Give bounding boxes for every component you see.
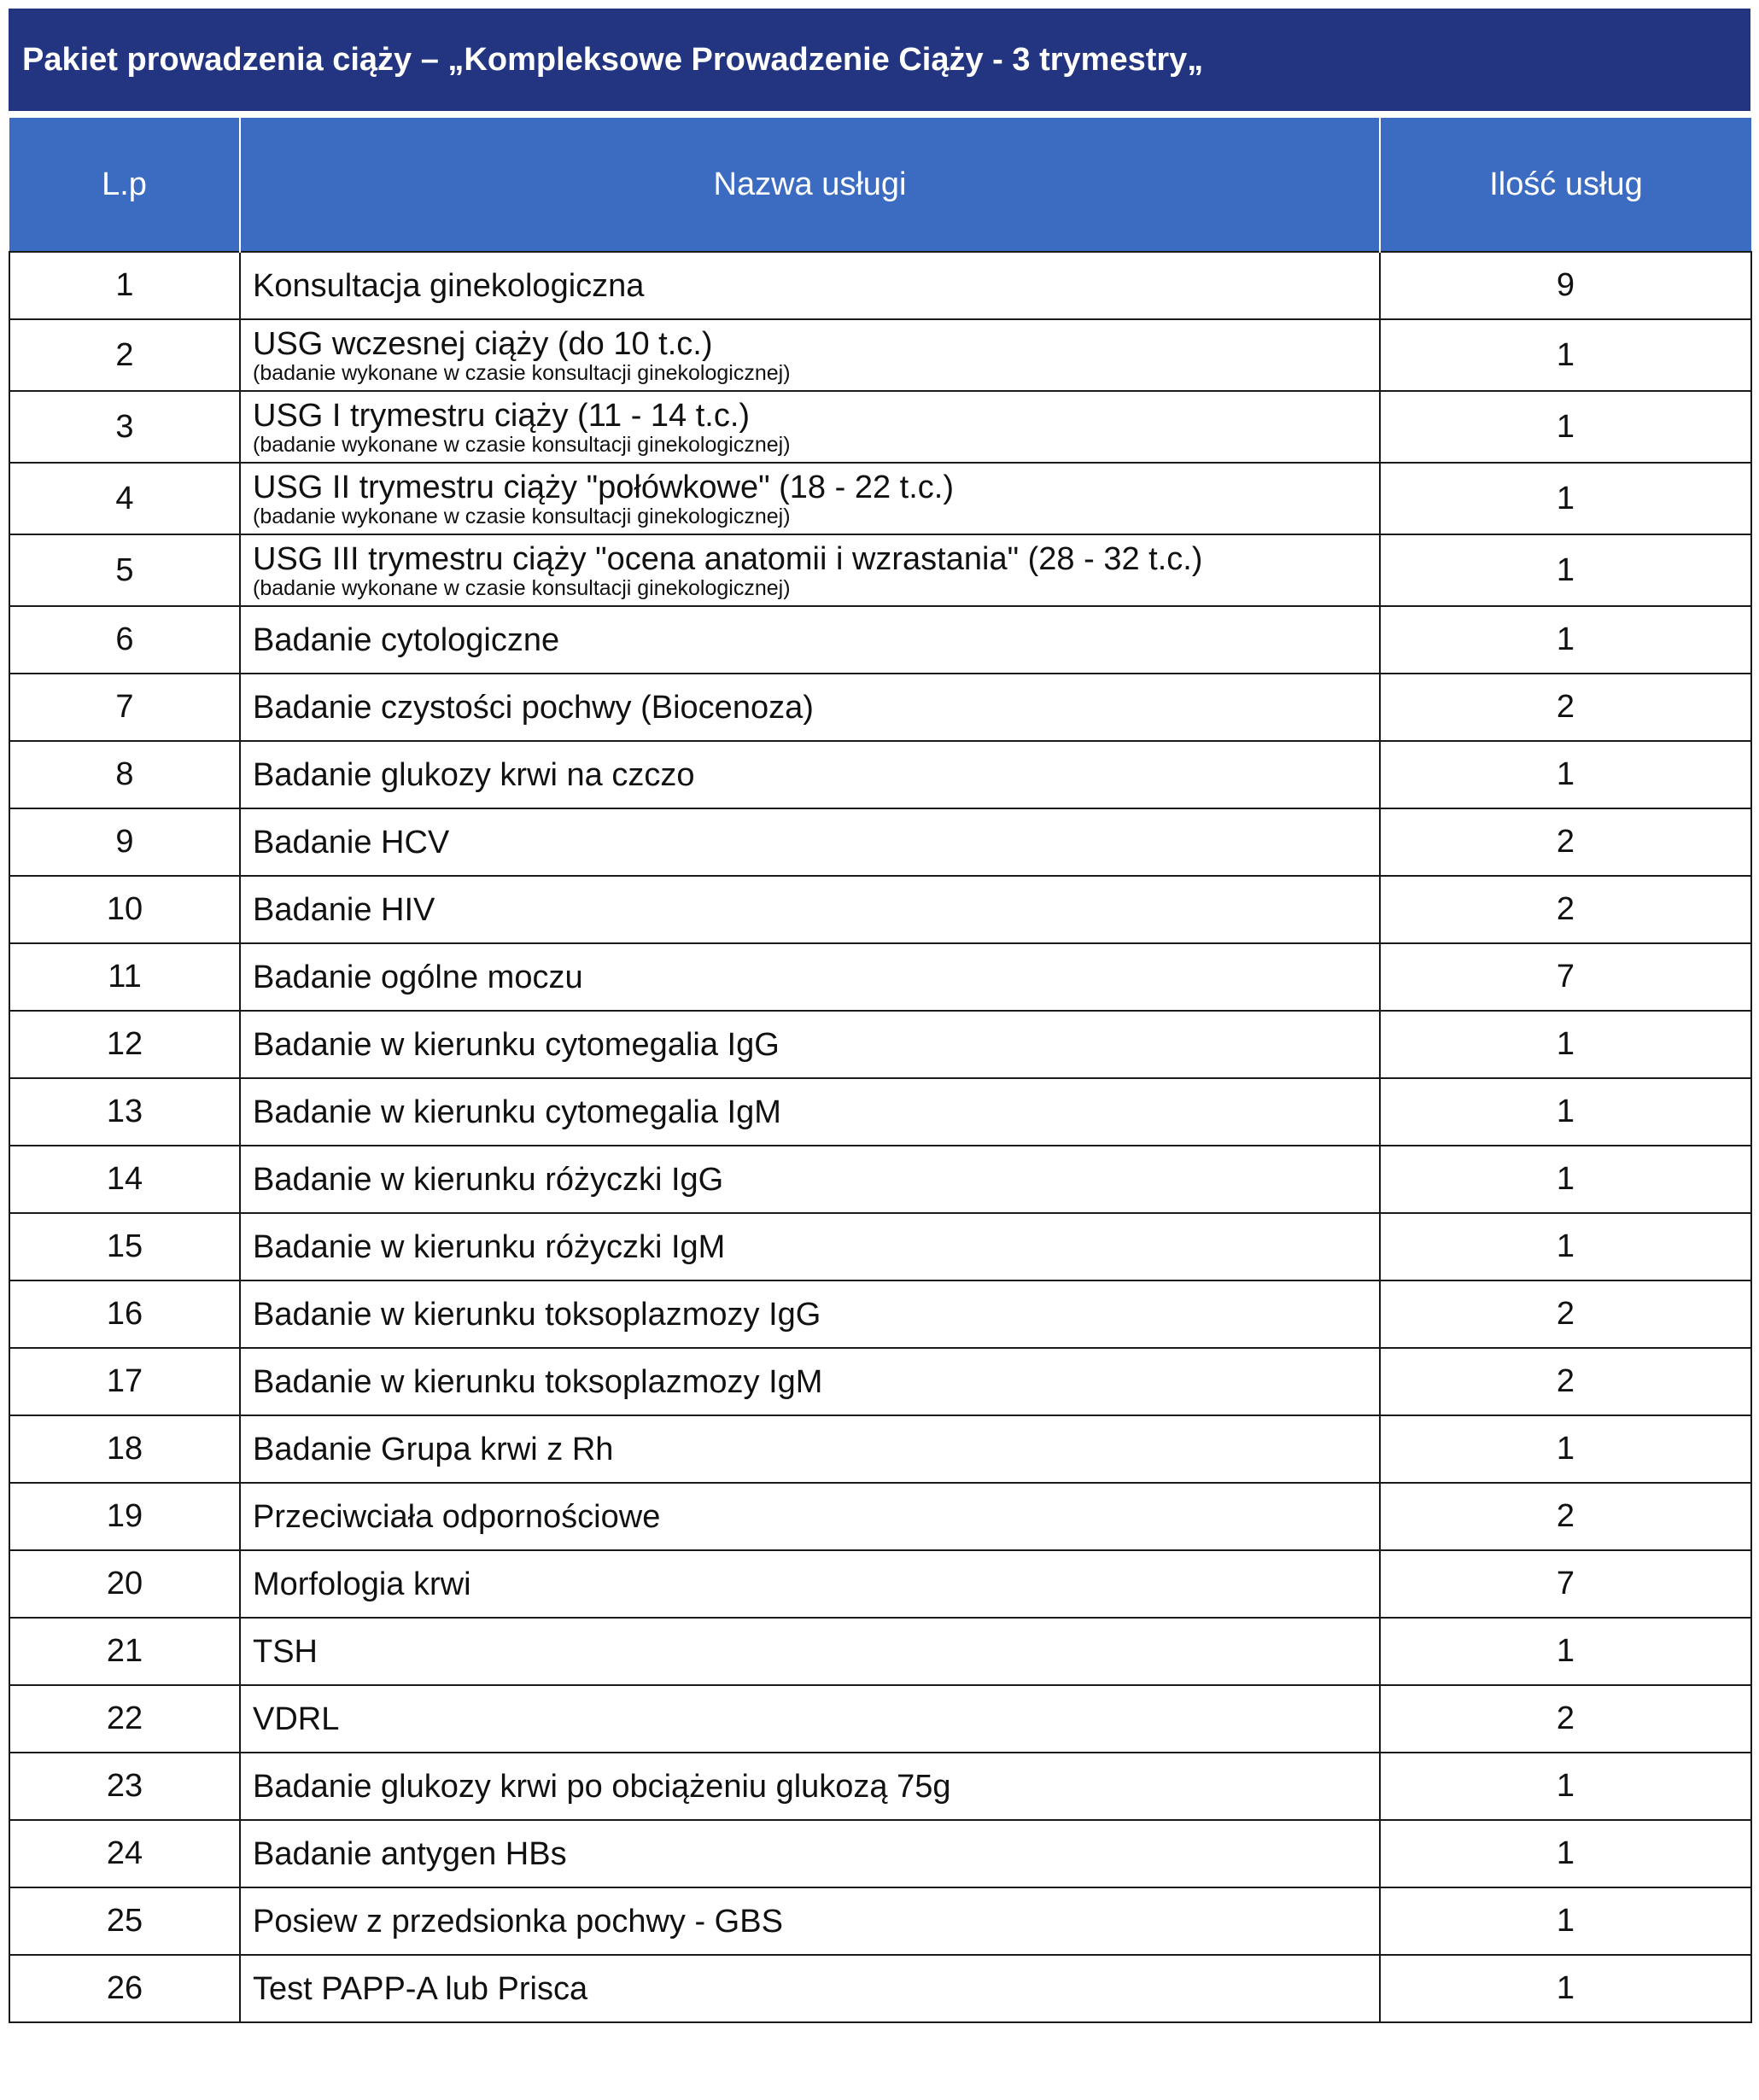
service-quantity: 9: [1380, 252, 1751, 319]
table-row: [9, 674, 1751, 741]
row-number: 26: [9, 1955, 240, 2022]
service-quantity: 1: [1380, 606, 1751, 674]
service-name-cell: [240, 741, 1380, 808]
service-name-cell: [240, 1753, 1380, 1820]
service-quantity: 1: [1380, 391, 1751, 463]
row-number: 15: [9, 1213, 240, 1280]
row-number: 12: [9, 1011, 240, 1078]
table-row: [9, 1280, 1751, 1348]
service-name: Przeciwciała odpornościowe: [253, 1498, 661, 1535]
service-name-cell: [240, 1415, 1380, 1483]
service-name: Badanie w kierunku różyczki IgM: [253, 1228, 726, 1265]
service-name-cell: [240, 1280, 1380, 1348]
table-row: [9, 741, 1751, 808]
table-row: [9, 1483, 1751, 1550]
service-quantity: 1: [1380, 1618, 1751, 1685]
service-name: USG III trymestru ciąży "ocena anatomii i wzrastania" (28 - 32 t.c.): [253, 541, 1203, 577]
service-name-cell: [240, 808, 1380, 876]
service-quantity: 1: [1380, 1011, 1751, 1078]
row-number: 11: [9, 943, 240, 1011]
service-name-cell: [240, 674, 1380, 741]
row-number: 22: [9, 1685, 240, 1753]
service-quantity: 2: [1380, 1483, 1751, 1550]
service-name: Badanie antygen HBs: [253, 1835, 567, 1872]
service-name-cell: [240, 252, 1380, 319]
service-quantity: 2: [1380, 1280, 1751, 1348]
service-name: Morfologia krwi: [253, 1566, 471, 1602]
service-name: Badanie w kierunku cytomegalia IgG: [253, 1026, 780, 1063]
row-number: 23: [9, 1753, 240, 1820]
table-row: [9, 463, 1751, 534]
service-quantity: 2: [1380, 1685, 1751, 1753]
table-row: [9, 1146, 1751, 1213]
service-note: (badanie wykonane w czasie konsultacji ginekologicznej): [253, 433, 791, 457]
row-number: 20: [9, 1550, 240, 1618]
service-name: Posiew z przedsionka pochwy - GBS: [253, 1903, 783, 1940]
service-quantity: 1: [1380, 319, 1751, 391]
service-name: Badanie glukozy krwi po obciążeniu glukozą 75g: [253, 1768, 951, 1805]
service-name-cell: [240, 391, 1380, 463]
service-name: Badanie Grupa krwi z Rh: [253, 1431, 614, 1467]
service-name: Badanie w kierunku toksoplazmozy IgG: [253, 1296, 821, 1333]
service-quantity: 2: [1380, 674, 1751, 741]
header-quantity: Ilość usług: [1380, 118, 1751, 252]
service-quantity: 2: [1380, 1348, 1751, 1415]
package-title: Pakiet prowadzenia ciąży – „Kompleksowe Prowadzenie Ciąży - 3 trymestry„: [9, 9, 1750, 111]
row-number: 2: [9, 319, 240, 391]
service-name: Badanie cytologiczne: [253, 621, 560, 658]
service-quantity: 1: [1380, 1753, 1751, 1820]
service-name-cell: [240, 1955, 1380, 2022]
row-number: 14: [9, 1146, 240, 1213]
service-name-cell: [240, 319, 1380, 391]
table-row: [9, 1011, 1751, 1078]
service-name-cell: [240, 876, 1380, 943]
row-number: 8: [9, 741, 240, 808]
row-number: 6: [9, 606, 240, 674]
service-name: Badanie w kierunku różyczki IgG: [253, 1161, 724, 1198]
table-header-row: [9, 118, 1751, 252]
header-lp: L.p: [9, 118, 240, 252]
table-row: [9, 1955, 1751, 2022]
service-name-cell: [240, 1146, 1380, 1213]
table-row: [9, 1685, 1751, 1753]
table-row: [9, 534, 1751, 606]
service-name-cell: [240, 463, 1380, 534]
service-name: Badanie HIV: [253, 891, 435, 928]
service-quantity: 1: [1380, 534, 1751, 606]
row-number: 19: [9, 1483, 240, 1550]
table-body: [9, 252, 1751, 2022]
service-name: USG II trymestru ciąży "połówkowe" (18 - 22 t.c.): [253, 470, 954, 505]
service-name: Badanie czystości pochwy (Biocenoza): [253, 689, 814, 726]
service-name-cell: [240, 1820, 1380, 1887]
table-row: [9, 319, 1751, 391]
table-row: [9, 1348, 1751, 1415]
service-name: USG wczesnej ciąży (do 10 t.c.): [253, 326, 713, 362]
row-number: 25: [9, 1887, 240, 1955]
service-quantity: 1: [1380, 1955, 1751, 2022]
row-number: 5: [9, 534, 240, 606]
header-service-name: Nazwa usługi: [240, 118, 1380, 252]
table-row: [9, 1078, 1751, 1146]
row-number: 24: [9, 1820, 240, 1887]
service-name: Badanie w kierunku toksoplazmozy IgM: [253, 1363, 823, 1400]
row-number: 7: [9, 674, 240, 741]
service-name-cell: [240, 1618, 1380, 1685]
service-quantity: 1: [1380, 1887, 1751, 1955]
table-row: [9, 1213, 1751, 1280]
row-number: 13: [9, 1078, 240, 1146]
row-number: 18: [9, 1415, 240, 1483]
service-name: TSH: [253, 1633, 318, 1670]
service-name: Badanie ogólne moczu: [253, 959, 583, 995]
service-quantity: 1: [1380, 1146, 1751, 1213]
package-document: [9, 9, 1750, 2023]
service-quantity: 2: [1380, 808, 1751, 876]
table-row: [9, 943, 1751, 1011]
service-name-cell: [240, 1887, 1380, 1955]
services-table: [9, 118, 1752, 2023]
service-name-cell: [240, 1078, 1380, 1146]
table-row: [9, 1820, 1751, 1887]
table-row: [9, 1753, 1751, 1820]
service-name-cell: [240, 1011, 1380, 1078]
service-quantity: 1: [1380, 1078, 1751, 1146]
service-name: Badanie glukozy krwi na czczo: [253, 756, 695, 793]
service-name: Test PAPP-A lub Prisca: [253, 1970, 588, 2007]
service-name-cell: [240, 606, 1380, 674]
service-quantity: 2: [1380, 876, 1751, 943]
table-row: [9, 1550, 1751, 1618]
table-row: [9, 1887, 1751, 1955]
service-note: (badanie wykonane w czasie konsultacji ginekologicznej): [253, 361, 791, 385]
service-quantity: 1: [1380, 1820, 1751, 1887]
row-number: 10: [9, 876, 240, 943]
service-name-cell: [240, 534, 1380, 606]
service-note: (badanie wykonane w czasie konsultacji ginekologicznej): [253, 505, 791, 528]
table-row: [9, 391, 1751, 463]
service-name-cell: [240, 1348, 1380, 1415]
service-quantity: 1: [1380, 1213, 1751, 1280]
service-quantity: 1: [1380, 463, 1751, 534]
service-quantity: 7: [1380, 1550, 1751, 1618]
service-quantity: 1: [1380, 741, 1751, 808]
service-name: USG I trymestru ciąży (11 - 14 t.c.): [253, 398, 751, 434]
row-number: 4: [9, 463, 240, 534]
service-name-cell: [240, 1685, 1380, 1753]
row-number: 3: [9, 391, 240, 463]
table-row: [9, 808, 1751, 876]
service-note: (badanie wykonane w czasie konsultacji ginekologicznej): [253, 576, 791, 600]
table-row: [9, 252, 1751, 319]
service-name: Badanie w kierunku cytomegalia IgM: [253, 1094, 781, 1130]
table-row: [9, 1618, 1751, 1685]
service-name: Konsultacja ginekologiczna: [253, 267, 645, 304]
service-name-cell: [240, 1550, 1380, 1618]
service-name-cell: [240, 1213, 1380, 1280]
table-row: [9, 876, 1751, 943]
service-name-cell: [240, 1483, 1380, 1550]
service-name: Badanie HCV: [253, 824, 450, 860]
table-row: [9, 606, 1751, 674]
row-number: 9: [9, 808, 240, 876]
service-name-cell: [240, 943, 1380, 1011]
service-name: VDRL: [253, 1700, 340, 1737]
service-quantity: 7: [1380, 943, 1751, 1011]
row-number: 1: [9, 252, 240, 319]
row-number: 16: [9, 1280, 240, 1348]
row-number: 21: [9, 1618, 240, 1685]
row-number: 17: [9, 1348, 240, 1415]
table-row: [9, 1415, 1751, 1483]
service-quantity: 1: [1380, 1415, 1751, 1483]
